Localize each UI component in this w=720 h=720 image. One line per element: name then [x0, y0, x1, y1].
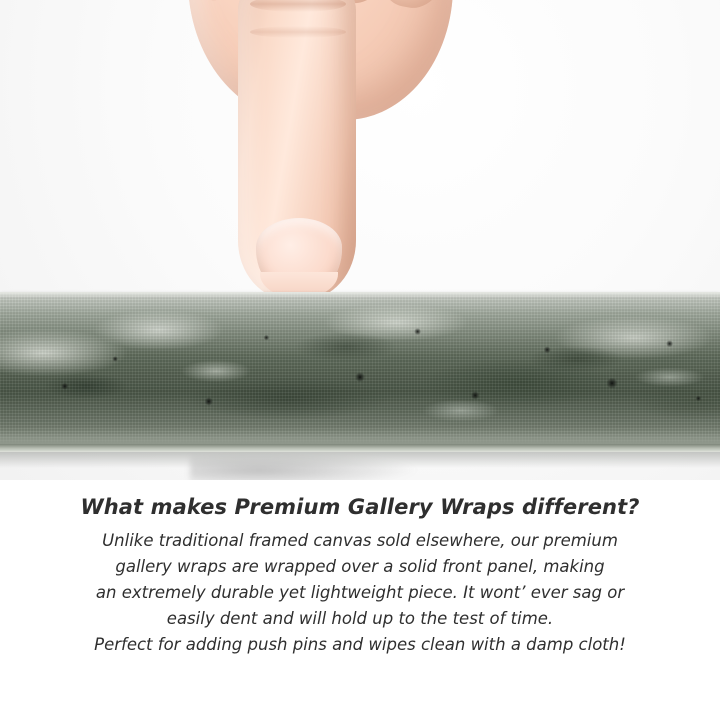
caption-body: [40, 528, 680, 658]
gallery-wrap-edge-strip: [0, 292, 720, 444]
canvas-bottom-edge: [0, 444, 720, 452]
caption-line-2: gallery wraps are wrapped over a solid front panel, making: [115, 557, 605, 576]
canvas-top-highlight: [0, 292, 720, 298]
caption-heading: What makes Premium Gallery Wraps different?: [80, 495, 640, 519]
hand-pressing-canvas: [150, 0, 480, 320]
caption-line-1: Unlike traditional framed canvas sold elsewhere, our premium: [102, 531, 618, 550]
caption-block: [0, 492, 720, 658]
caption-line-3: an extremely durable yet lightweight piece. It wont’ ever sag or: [95, 583, 625, 602]
canvas-bottom-shading: [0, 434, 720, 444]
caption-line-4: easily dent and will hold up to the test of time.: [166, 609, 554, 628]
canvas-drop-shadow: [0, 452, 720, 468]
canvas-speckles: [0, 292, 720, 444]
finger-crease-lower: [250, 26, 346, 38]
caption-line-5: Perfect for adding push pins and wipes clean with a damp cloth!: [94, 635, 626, 654]
